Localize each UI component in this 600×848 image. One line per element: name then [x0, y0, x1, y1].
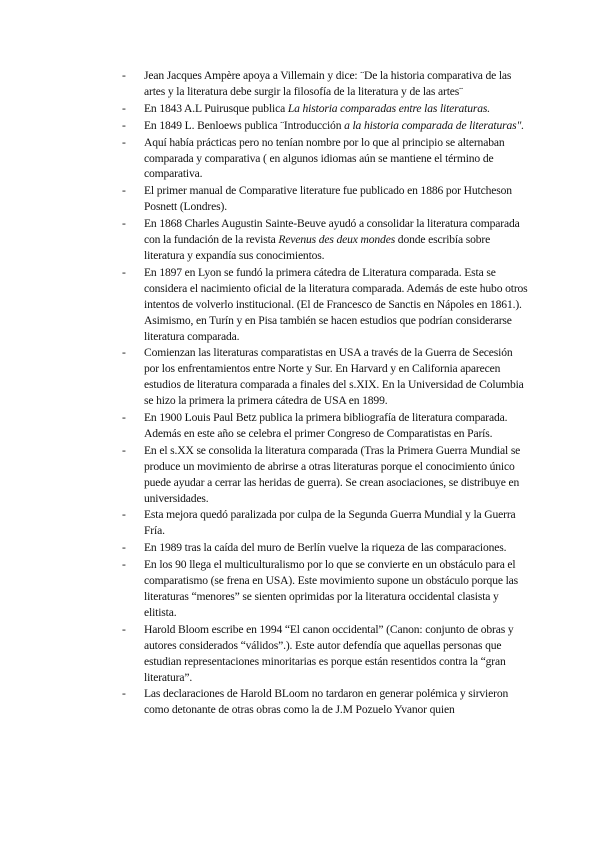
bullet-dash: -	[122, 135, 126, 149]
bullet-dash: -	[122, 411, 126, 425]
list-item-text	[144, 102, 490, 115]
list-item-text	[144, 136, 504, 181]
list-item	[120, 68, 530, 100]
list-item-text	[144, 266, 528, 343]
text-segment: Comienzan las literaturas comparatistas en USA a través de la Guerra de Secesión por los enfrentamientos entre Norte y Sur. En Harvard y en California aparecen estudios de literatura comparada a finales del s.XIX. En la Universidad de Columbia se hizo la primera la primera cátedra de USA en 1899.	[144, 346, 524, 408]
bullet-dash: -	[122, 443, 126, 457]
list-item	[120, 135, 530, 183]
text-segment: Jean Jacques Ampère apoya a Villemain y dice: ¨De la historia comparativa de las artes y la literatura debe surgir la filosofía de la literatura y de las artes¨	[144, 69, 512, 98]
text-segment: En 1897 en Lyon se fundó la primera cátedra de Literatura comparada. Esta se considera el nacimiento oficial de la literatura comparada. Además de este hubo otros intentos de volverlo institucional. (El de Francesco de Sanctis en Nápoles en 1861.). Asimismo, en Turín y en Pisa también se hacen estudios que podrían considerarse literatura comparada.	[144, 265, 528, 343]
bullet-dash: -	[122, 118, 126, 132]
list-item	[120, 216, 530, 264]
bullet-list	[120, 68, 530, 719]
list-item	[120, 507, 530, 539]
text-segment: En 1989 tras la caída del muro de Berlín vuelve la riqueza de las comparaciones.	[144, 541, 507, 555]
text-segment: Harold Bloom escribe en 1994 “El canon occidental” (Canon: conjunto de obras y autores considerados “válidos”.). Este autor defendía que aquellas personas que estudian representaciones minoritarias es porque están resentidos contra la “gran literatura”.	[144, 622, 514, 684]
list-item-text	[144, 444, 520, 505]
list-item-text	[144, 69, 511, 98]
bullet-dash: -	[122, 184, 126, 198]
bullet-dash: -	[122, 508, 126, 522]
list-item	[120, 101, 530, 117]
list-item-text	[144, 687, 508, 716]
italic-title-text: a la historia comparada de literaturas".	[344, 118, 524, 132]
list-item-text	[144, 411, 507, 440]
list-item-text	[144, 508, 516, 537]
list-item	[120, 540, 530, 556]
text-segment: El primer manual de Comparative literature fue publicado en 1886 por Hutcheson Posnett (Londres).	[144, 184, 512, 214]
list-item	[120, 622, 530, 686]
text-segment: Las declaraciones de Harold BLoom no tardaron en generar polémica y sirvieron como detonante de otras obras como la de J.M Pozuelo Yvanor quien	[144, 687, 509, 717]
list-item-text	[144, 184, 512, 213]
text-segment: Esta mejora quedó paralizada por culpa de la Segunda Guerra Mundial y la Guerra Fría.	[144, 508, 516, 538]
bullet-dash: -	[122, 622, 126, 636]
text-segment: donde escribía sobre literatura y expandía sus conocimientos.	[144, 233, 491, 262]
list-item-text	[144, 541, 506, 554]
list-item	[120, 557, 530, 621]
italic-title-text: La historia comparadas entre las literaturas.	[287, 101, 491, 115]
text-segment: En 1843 A.L Puirusque publica	[144, 101, 288, 115]
list-item-text	[144, 119, 524, 132]
list-item	[120, 183, 530, 215]
bullet-dash: -	[122, 541, 126, 555]
bullet-dash: -	[122, 217, 126, 231]
list-item	[120, 118, 530, 134]
list-item-text	[144, 623, 514, 684]
list-item-text	[144, 346, 524, 407]
list-item	[120, 686, 530, 718]
bullet-dash: -	[122, 265, 126, 279]
list-item	[120, 265, 530, 345]
list-item-text	[144, 217, 520, 262]
text-segment: En 1868 Charles Augustin Sainte-Beuve ayudó a consolidar la literatura comparada con la fundación de la revista	[144, 217, 520, 247]
text-segment: En 1849 L. Benloews publica ¨Introducción	[144, 118, 345, 132]
bullet-dash: -	[122, 346, 126, 360]
list-item	[120, 443, 530, 507]
bullet-dash: -	[122, 101, 126, 115]
list-item	[120, 410, 530, 442]
list-item-text	[144, 558, 518, 619]
italic-title-text: Revenus des deux mondes	[278, 233, 396, 247]
bullet-dash: -	[122, 687, 126, 701]
text-segment: En los 90 llega el multiculturalismo por lo que se convierte en un obstáculo para el comparatismo (se frena en USA). Este movimiento supone un obstáculo porque las literaturas “menores” se sienten oprimidas por la literatura occidental clasista y elitista.	[144, 558, 519, 619]
text-segment: Aquí había prácticas pero no tenían nombre por lo que al principio se alternaban comparada y comparativa ( en algunos idiomas aún se mantiene el término de comparativa.	[144, 135, 505, 181]
bullet-dash: -	[122, 558, 126, 572]
list-item	[120, 345, 530, 409]
bullet-dash: -	[122, 69, 126, 82]
text-segment: En 1900 Louis Paul Betz publica la primera bibliografía de literatura comparada. Además en este año se celebra el primer Congreso de Comparatistas en París.	[144, 411, 508, 440]
text-segment: En el s.XX se consolida la literatura comparada (Tras la Primera Guerra Mundial se produce un movimiento de abrirse a otras literaturas porque el conocimiento único puede ayudar a cerrar las heridas de guerra). Se crean asociaciones, se distribuye en universidades.	[144, 443, 521, 505]
